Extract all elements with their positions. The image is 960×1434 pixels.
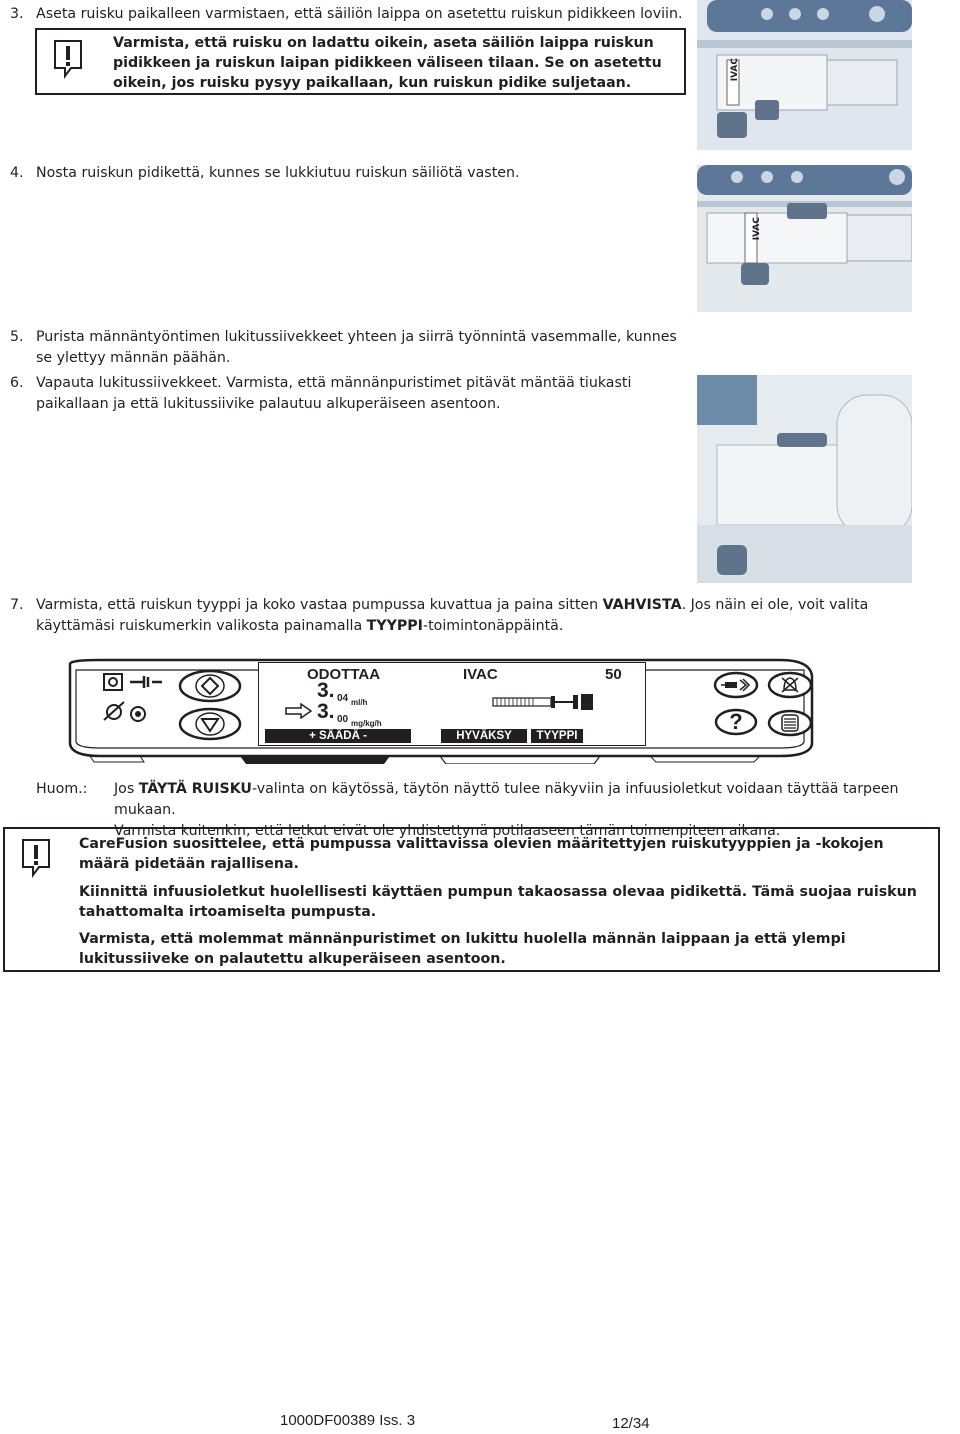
rate-1-decimal: 04 bbox=[337, 693, 349, 704]
note-fill-syringe-keyword: TÄYTÄ RUISKU bbox=[138, 781, 252, 797]
footer-page-number: 12/34 bbox=[612, 1415, 650, 1432]
step-7-text-part-1: Varmista, että ruiskun tyyppi ja koko vastaa pumpussa kuvattua ja paina sitten bbox=[36, 597, 603, 613]
bottom-warning-p3: Varmista, että molemmat männänpuristimet on lukittu huolella männän laippaan ja että ylempi lukitussiiveke on palautettu alkuperäiseen asentoon. bbox=[79, 931, 846, 967]
step-7-confirm-keyword: VAHVISTA bbox=[602, 597, 682, 613]
bottom-warning-box bbox=[3, 827, 940, 972]
step-3-warning-text: Varmista, että ruisku on ladattu oikein, aseta säiliön laippa ruiskun pidikkeen ja ruiskun laipan pidikkeen väliseen tilaan. Se on asetettu oikein, jos ruisku pysyy paikallaan, kun ruiskun pidike suljetaan. bbox=[113, 35, 662, 91]
type-softkey-label bbox=[531, 729, 583, 743]
arrow-right-icon bbox=[285, 703, 313, 719]
menu-options-button[interactable] bbox=[766, 708, 814, 738]
syringe-loading-photo bbox=[697, 0, 912, 150]
step-7-type-keyword: TYYPPI bbox=[366, 618, 423, 634]
warning-icon-2 bbox=[19, 837, 53, 879]
note-line-1-c: -valinta on käytössä, täytön näyttö tulee näkyviin ja infuusioletkut voidaan täyttää tarpeen mukaan. bbox=[114, 781, 899, 818]
confirm-softkey-text: HYVÄKSY bbox=[456, 730, 512, 742]
syringe-holder-lock-photo bbox=[697, 165, 912, 312]
step-5-text: Purista männäntyöntimen lukitussiivekkeet yhteen ja siirrä työnnintä vasemmalle, kunnes se ylettyy männän päähän. bbox=[36, 329, 677, 366]
note-label: Huom.: bbox=[36, 781, 88, 797]
pump-brand-text: IVAC bbox=[463, 666, 498, 683]
plunger-clamp-photo bbox=[697, 375, 912, 583]
step-5-number: 5. bbox=[10, 329, 24, 345]
pump-syringe-size-text: 50 bbox=[605, 666, 622, 683]
syringe-icon bbox=[491, 693, 595, 711]
step-6-number: 6. bbox=[10, 375, 24, 391]
step-4-text: Nosta ruiskun pidikettä, kunnes se lukkiutuu ruiskun säiliötä vasten. bbox=[36, 165, 520, 181]
step-7-text bbox=[36, 595, 916, 637]
note-line-1-a: Jos bbox=[114, 781, 139, 797]
bottom-warning-p2: Kiinnittä infuusioletkut huolellisesti käyttäen pumpun takaosassa olevaa pidikettä. Tämä suojaa ruiskun tahattomalta irtoamiselta pumpusta. bbox=[79, 884, 917, 920]
rate-1-unit: ml/h bbox=[351, 698, 368, 707]
syringe-label-ivac-2: IVAC bbox=[752, 217, 762, 241]
mains-battery-icon bbox=[100, 668, 170, 726]
step-3-text: Aseta ruisku paikalleen varmistaen, että säiliön laippa on asetettu ruiskun pidikkeen loviin. bbox=[36, 6, 683, 22]
adjust-softkey-text: + SÄÄDÄ - bbox=[309, 730, 367, 742]
step-7-number: 7. bbox=[10, 597, 24, 613]
warning-icon bbox=[51, 38, 85, 80]
syringe-label-ivac: IVAC bbox=[730, 58, 740, 82]
help-question-icon: ? bbox=[729, 709, 743, 734]
step-6-text bbox=[36, 373, 686, 415]
step-6-text-b: Varmista, että männänpuristimet pitävät mäntää tiukasti paikallaan ja että lukitussiivike palautuu alkuperäiseen asentoon. bbox=[36, 375, 632, 412]
step-7-text-part-3: . Jos näin ei ole, voit valita käyttämäsi ruiskumerkin valikosta painamalla bbox=[36, 597, 869, 634]
step-4-number: 4. bbox=[10, 165, 24, 181]
type-softkey-text: TYYPPI bbox=[536, 730, 578, 742]
note-line-1 bbox=[114, 779, 944, 821]
pump-lcd-display bbox=[258, 662, 646, 746]
step-7-text-part-5: -toimintonäppäintä. bbox=[422, 618, 564, 634]
footer-document-id: 1000DF00389 Iss. 3 bbox=[280, 1412, 416, 1429]
step-3-number: 3. bbox=[10, 6, 24, 22]
confirm-softkey-label bbox=[441, 729, 527, 743]
pump-front-panel bbox=[60, 656, 820, 764]
syringe-holder-lock-illustration bbox=[697, 165, 912, 312]
bottom-warning-p1: CareFusion suosittelee, että pumpussa valittavissa olevien määritettyjen ruiskutyyppien ja -kokojen määrä pidetään rajallisena. bbox=[79, 836, 884, 872]
rate-2-decimal: 00 bbox=[337, 714, 349, 725]
rate-2-integer: 3. bbox=[317, 700, 335, 723]
plunger-clamp-illustration bbox=[697, 375, 912, 583]
rate-1-integer: 3. bbox=[317, 679, 335, 702]
bolus-button[interactable] bbox=[712, 670, 760, 700]
step-3-warning-box bbox=[35, 28, 686, 95]
rate-2-unit: mg/kg/h bbox=[351, 719, 382, 728]
silence-alarm-button[interactable] bbox=[766, 670, 814, 700]
adjust-softkey-label bbox=[265, 729, 411, 743]
help-button[interactable] bbox=[714, 708, 758, 736]
note-line-2: Varmista kuitenkin, että letkut eivät ole yhdistettynä potilaaseen tämän toimenpiteen aikana. bbox=[114, 823, 781, 839]
pump-status-text: ODOTTAA bbox=[307, 666, 381, 683]
step-6-text-a: Vapauta lukitussiivekkeet. bbox=[36, 375, 222, 391]
stop-button[interactable] bbox=[176, 706, 244, 742]
start-button[interactable] bbox=[176, 668, 244, 704]
